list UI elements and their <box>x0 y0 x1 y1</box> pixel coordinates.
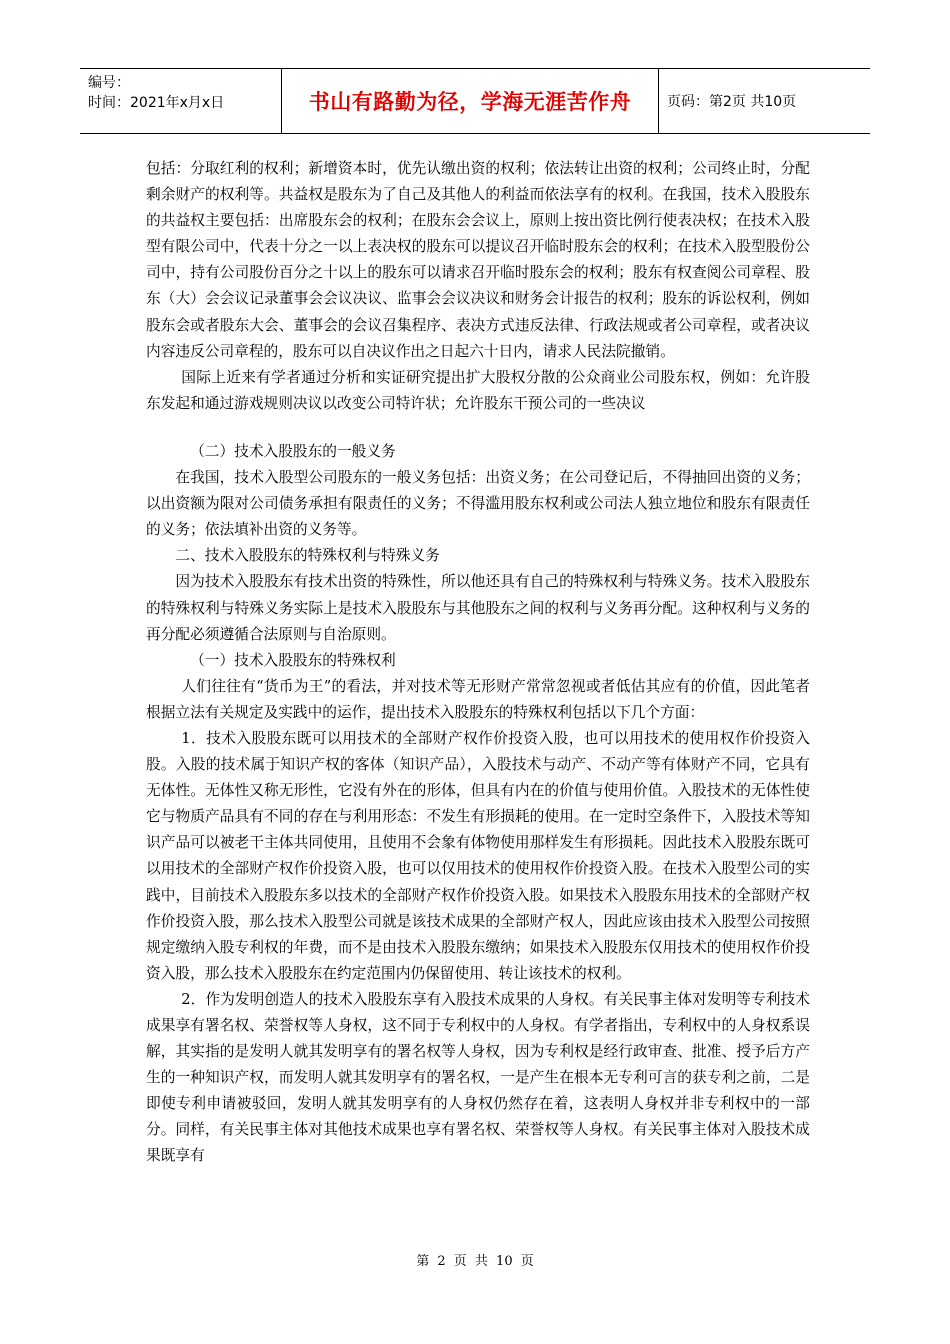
header-meta <box>80 69 281 133</box>
section-heading: 二、技术入股股东的特殊权利与特殊义务 <box>175 547 440 565</box>
body-paragraph: 包括：分取红利的权利；新增资本时，优先认缴出资的权利；依法转让出资的权利；公司终止时，分配剩余财产的权利等。共益权是股东为了自己及其他人的利益而依法享有的权利。在我国，技术入股股东的共益权主要包括：出席股东会的权利；在股东会会议上，原则上按出资比例行使表决权；在技术入股型有限公司中，代表十分之一以上表决权的股东可以提议召开临时股东会的权利；在技术入股型股份公司中，持有公司股份百分之十以上的股东可以请求召开临时股东会的权利；股东有权查阅公司章程、股东（大）会会议记录董事会会议决议、监事会会议决议和财务会计报告的权利；股东的诉讼权利，例如股东会或者股东大会、董事会的会议召集程序、表决方式违反法律、行政法规或者公司章程，或者决议内容违反公司章程的，股东可以自决议作出之日起六十日内，请求人民法院撤销。 <box>146 160 810 360</box>
header-page-info: 页码：第2页 共10页 <box>667 94 797 110</box>
header-motto: 书山有路勤为径，学海无涯苦作舟 <box>281 69 659 133</box>
paragraph-gap <box>146 417 810 439</box>
body-paragraph: 国际上近来有学者通过分析和实证研究提出扩大股权分散的公众商业公司股东权，例如：允许股东发起和通过游戏规则决议以改变公司特许状；允许股东干预公司的一些决议 <box>146 368 810 412</box>
body-paragraph: 因为技术入股股东有技术出资的特殊性，所以他还具有自己的特殊权利与特殊义务。技术入股股东的特殊权利与特殊义务实际上是技术入股股东与其他股东之间的权利与义务再分配。这种权利与义务的再分配必须遵循合法原则与自治原则。 <box>146 573 810 643</box>
body-paragraph: 2．作为发明创造人的技术入股股东享有入股技术成果的人身权。有关民事主体对发明等专利技术成果享有署名权、荣誉权等人身权，这不同于专利权中的人身权。有学者指出，专利权中的人身权系误解，其实指的是发明人就其发明享有的署名权等人身权，因为专利权是经行政审查、批准、授予后方产生的一种知识产权，而发明人就其发明享有的署名权，一是产生在根本无专利可言的获专利之前，二是即使专利申请被驳回，发明人就其发明享有的人身权仍然存在着，这表明人身权并非专利权中的一部分。同样，有关民事主体对其他技术成果也享有署名权、荣誉权等人身权。有关民事主体对入股技术成果既享有 <box>146 990 810 1165</box>
section-heading: （一）技术入股股东的特殊权利 <box>190 651 396 669</box>
body-paragraph: 人们往往有“货币为王”的看法，并对技术等无形财产常常忽视或者低估其应有的价值，因此笔者根据立法有关规定及实践中的运作，提出技术入股股东的特殊权利包括以下几个方面： <box>146 677 810 721</box>
document-number-label: 编号： <box>88 75 130 91</box>
page-header <box>80 68 870 134</box>
page-footer: 第 2 页 共 10 页 <box>416 1254 534 1269</box>
document-body <box>146 156 810 1170</box>
section-heading: （二）技术入股股东的一般义务 <box>190 442 396 460</box>
document-date: 时间：2021年x月x日 <box>88 95 225 111</box>
body-paragraph: 在我国，技术入股型公司股东的一般义务包括：出资义务；在公司登记后，不得抽回出资的义务；以出资额为限对公司债务承担有限责任的义务；不得滥用股东权利或公司法人独立地位和股东有限责任的义务；依法填补出资的义务等。 <box>146 469 810 539</box>
body-paragraph: 1．技术入股股东既可以用技术的全部财产权作价投资入股，也可以用技术的使用权作价投资入股。入股的技术属于知识产权的客体（知识产品），入股技术与动产、不动产等有体财产不同，它具有无体性。无体性又称无形性，它没有外在的形体，但具有内在的价值与使用价值。入股技术的无体性使它与物质产品具有不同的存在与利用形态：不发生有形损耗的使用。在一定时空条件下，入股技术等知识产品可以被老干主体共同使用，且使用不会象有体物使用那样发生有形损耗。因此技术入股股东既可以用技术的全部财产权作价投资入股，也可以仅用技术的使用权作价投资入股。在技术入股型公司的实践中，目前技术入股股东多以技术的全部财产权作价投资入股。如果技术入股股东用技术的全部财产权作价投资入股，那么技术入股型公司就是该技术成果的全部财产权人，因此应该由技术入股型公司按照规定缴纳入股专利权的年费，而不是由技术入股股东缴纳；如果技术入股股东仅用技术的使用权作价投资入股，那么技术入股股东在约定范围内仍保留使用、转让该技术的权利。 <box>146 729 810 982</box>
